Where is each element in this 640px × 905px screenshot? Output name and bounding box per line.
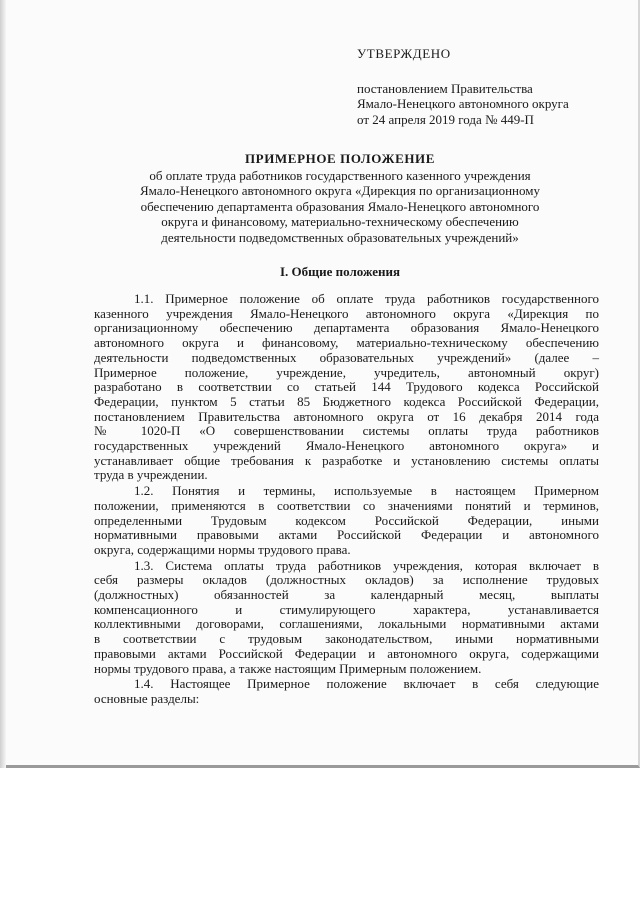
title-line: Ямало-Ненецкого автономного округа «Дирекция по организационному <box>140 183 540 198</box>
text-line: организационному обеспечению департамента образования Ямало-Ненецкого <box>94 320 599 336</box>
text-line: труда в учреждении. <box>94 467 208 483</box>
title-line: обеспечению департамента образования Ямало-Ненецкого автономного <box>140 198 540 214</box>
text-line: государственных учреждений Ямало-Ненецкого автономного округа» и <box>94 438 599 454</box>
text-line: (должностных) обязанностей за календарный месяц, выплаты <box>94 587 599 603</box>
text-line: 1.4. Настоящее Примерное положение включает в себя следующие <box>134 676 599 692</box>
text-line: нормы трудового права, а также настоящим Примерным положением. <box>94 660 482 676</box>
text-line: казенного учреждения Ямало-Ненецкого автономного округа «Дирекция по <box>94 305 599 321</box>
title-line: об оплате труда работников государственного казенного учреждения <box>149 167 531 183</box>
text-line: себя размеры окладов (должностных окладов) за исполнение трудовых <box>94 572 599 588</box>
text-line: 1.1. Примерное положение об оплате труда работников государственного <box>134 291 599 306</box>
approval-line: постановлением Правительства <box>357 80 533 96</box>
paragraph-1-4 <box>94 677 599 706</box>
text-line: постановлением Правительства автономного округа от 16 декабря 2014 года <box>94 408 599 424</box>
paragraph-1-2 <box>94 484 599 558</box>
title-line: округа и финансовому, материально-техническому обеспечению <box>161 214 519 229</box>
text-line: 1.3. Система оплаты труда работников учреждения, которая включает в <box>134 557 599 573</box>
approval-line: Ямало-Ненецкого автономного округа <box>357 96 569 111</box>
text-line: основные разделы: <box>94 690 200 706</box>
text-line: определенными Трудовым кодексом Российской Федерации, иными <box>94 512 599 528</box>
paragraph-1-1 <box>94 292 599 483</box>
title-line: деятельности подведомственных образовательных учреждений» <box>161 229 519 245</box>
text-line: автономного округа и финансовому, материально-техническому обеспечению <box>94 335 599 351</box>
approval-heading: УТВЕРЖДЕНО <box>357 46 451 61</box>
text-line: правовыми актами Российской Федерации и автономного округа, содержащими <box>94 645 599 661</box>
section-heading: I. Общие положения <box>280 264 400 279</box>
text-line: в соответствии с трудовым законодательством, иными нормативными <box>94 631 599 647</box>
text-line: нормативными правовыми актами Российской Федерации и автономного <box>94 527 599 543</box>
text-line: округа, содержащими нормы трудового права. <box>94 541 351 557</box>
text-line: № 1020-П «О совершенствовании системы оплаты труда работников <box>94 423 599 439</box>
page-edge-shadow <box>0 0 6 768</box>
title-main: ПРИМЕРНОЕ ПОЛОЖЕНИЕ <box>244 151 436 166</box>
text-line: Примерное положение, учреждение, учредитель, автономный округ) <box>94 364 599 380</box>
paragraph-1-3 <box>94 559 599 677</box>
text-line: компенсационного и стимулирующего характера, устанавливается <box>94 601 599 617</box>
text-line: коллективными договорами, соглашениями, локальными нормативными актами <box>94 616 599 632</box>
text-line: Федерации, пунктом 5 статьи 85 Бюджетного кодекса Российской Федерации, <box>94 393 599 409</box>
document-body <box>94 292 599 708</box>
text-line: положении, применяются в соответствии со значениями понятий и терминов, <box>94 497 599 513</box>
text-line: деятельности подведомственных образовательных учреждений» (далее – <box>94 349 599 365</box>
approval-line: от 24 апреля 2019 года № 449-П <box>357 111 534 127</box>
approval-stamp <box>357 46 617 127</box>
document-title <box>70 151 610 245</box>
text-line: разработано в соответствии со статьей 144 Трудового кодекса Российской <box>94 379 599 395</box>
text-line: 1.2. Понятия и термины, используемые в настоящем Примерном <box>134 483 599 499</box>
text-line: устанавливает общие требования к разработке и установлению системы оплаты <box>94 452 599 468</box>
